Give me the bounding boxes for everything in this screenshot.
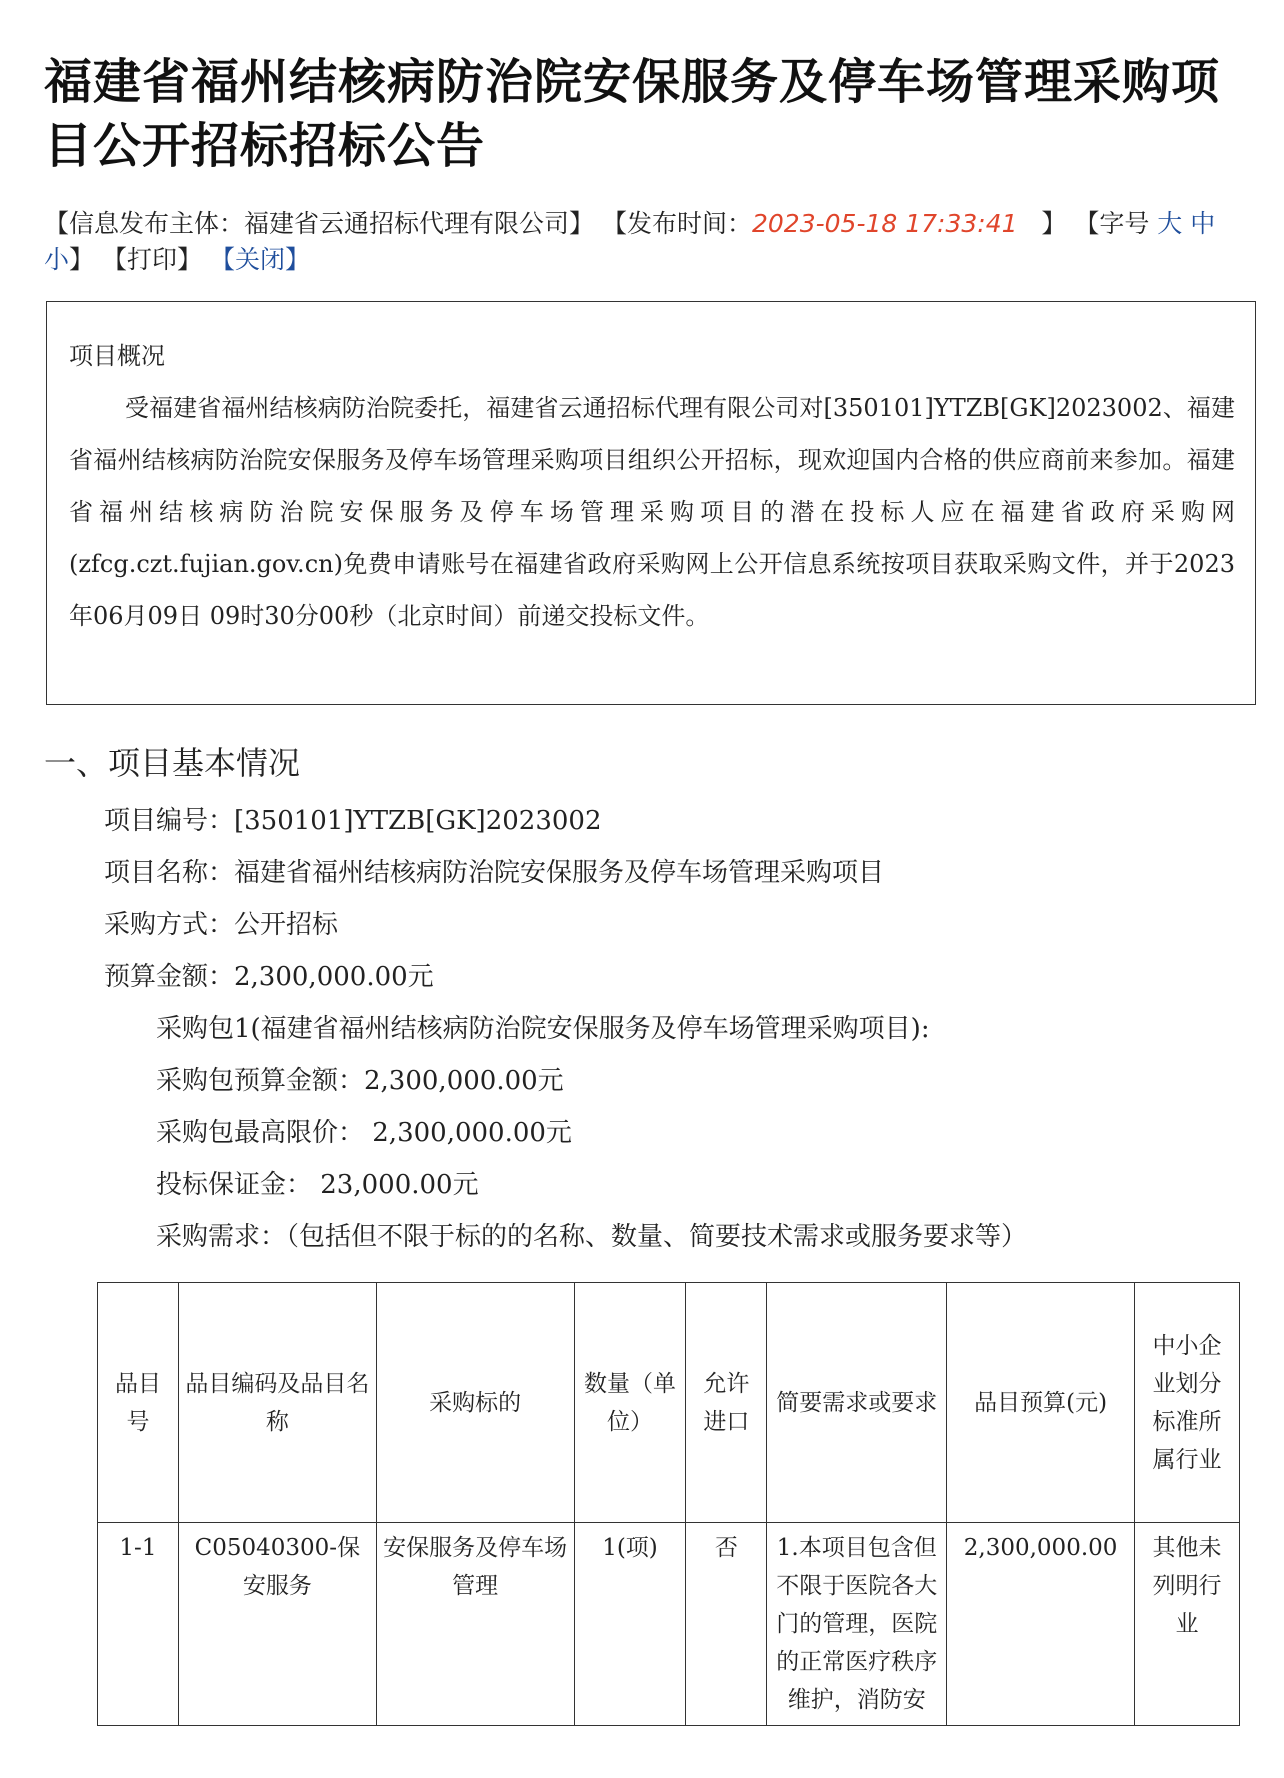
publish-time-label: 【发布时间：	[601, 209, 752, 238]
table-cell: 1(项)	[574, 1523, 686, 1726]
requirements-table	[97, 1282, 1240, 1726]
col-header: 采购标的	[376, 1283, 574, 1523]
table-cell: 2,300,000.00	[947, 1523, 1135, 1726]
info-budget: 预算金额：2,300,000.00元	[104, 962, 434, 992]
table-cell: 1.本项目包含但不限于医院各大门的管理，医院的正常医疗秩序维护，消防安	[767, 1523, 947, 1726]
font-size-close: 】	[69, 245, 95, 274]
font-size-label: 【字号	[1074, 209, 1150, 238]
col-header: 允许进口	[686, 1283, 767, 1523]
table-cell: C05040300-保安服务	[178, 1523, 376, 1726]
table-cell: 其他未列明行业	[1135, 1523, 1240, 1726]
table-header-row	[98, 1283, 1240, 1523]
close-link[interactable]: 【关闭】	[209, 245, 310, 274]
info-max-price: 采购包最高限价： 2,300,000.00元	[156, 1118, 572, 1148]
info-package-budget: 采购包预算金额：2,300,000.00元	[156, 1066, 564, 1096]
font-medium-link[interactable]: 中	[1190, 209, 1216, 238]
info-project-number: 项目编号：[350101]YTZB[GK]2023002	[104, 806, 602, 836]
section-heading: 一、项目基本情况	[44, 744, 301, 782]
summary-body: 受福建省福州结核病防治院委托，福建省云通招标代理有限公司对[350101]YTZB[GK]2023002、福建省福州结核病防治院安保服务及停车场管理采购项目组织公开招标，现欢迎国内合格的供应商前来参加。福建省福州结核病防治院安保服务及停车场管理采购项目的潜在投标人应在福建省政府采购网(zfcg.czt.fujian.gov.cn)免费申请账号在福建省政府采购网上公开信息系统按项目获取采购文件，并于2023年06月09日 09时30分00秒（北京时间）前递交投标文件。	[69, 394, 1235, 630]
publisher: 【信息发布主体：福建省云通招标代理有限公司】	[44, 209, 595, 238]
col-header: 中小企业划分标准所属行业	[1135, 1283, 1240, 1523]
table-cell: 安保服务及停车场管理	[376, 1523, 574, 1726]
table-cell: 否	[686, 1523, 767, 1726]
table-row	[98, 1523, 1240, 1726]
col-header: 数量（单位）	[574, 1283, 686, 1523]
col-header: 简要需求或要求	[767, 1283, 947, 1523]
project-summary-box	[46, 301, 1256, 705]
article-meta	[44, 206, 1244, 278]
font-small-link[interactable]: 小	[44, 245, 70, 274]
page-title: 福建省福州结核病防治院安保服务及停车场管理采购项目公开招标招标公告	[44, 54, 1221, 174]
info-requirements: 采购需求：（包括但不限于标的的名称、数量、简要技术需求或服务要求等）	[156, 1222, 1028, 1252]
print-link[interactable]: 【打印】	[101, 245, 202, 274]
info-package: 采购包1(福建省福州结核病防治院安保服务及停车场管理采购项目):	[156, 1014, 930, 1044]
col-header: 品目预算(元)	[947, 1283, 1135, 1523]
col-header: 品目编码及品目名称	[178, 1283, 376, 1523]
publish-time-close: 】	[1041, 209, 1067, 238]
info-bid-bond: 投标保证金： 23,000.00元	[156, 1170, 479, 1200]
font-large-link[interactable]: 大	[1157, 209, 1183, 238]
info-project-name: 项目名称：福建省福州结核病防治院安保服务及停车场管理采购项目	[104, 858, 885, 888]
info-procurement-method: 采购方式：公开招标	[104, 910, 339, 940]
summary-heading: 项目概况	[69, 342, 165, 370]
table-cell: 1-1	[98, 1523, 179, 1726]
col-header: 品目号	[98, 1283, 179, 1523]
publish-time: 2023-05-18 17:33:41	[751, 209, 1018, 238]
